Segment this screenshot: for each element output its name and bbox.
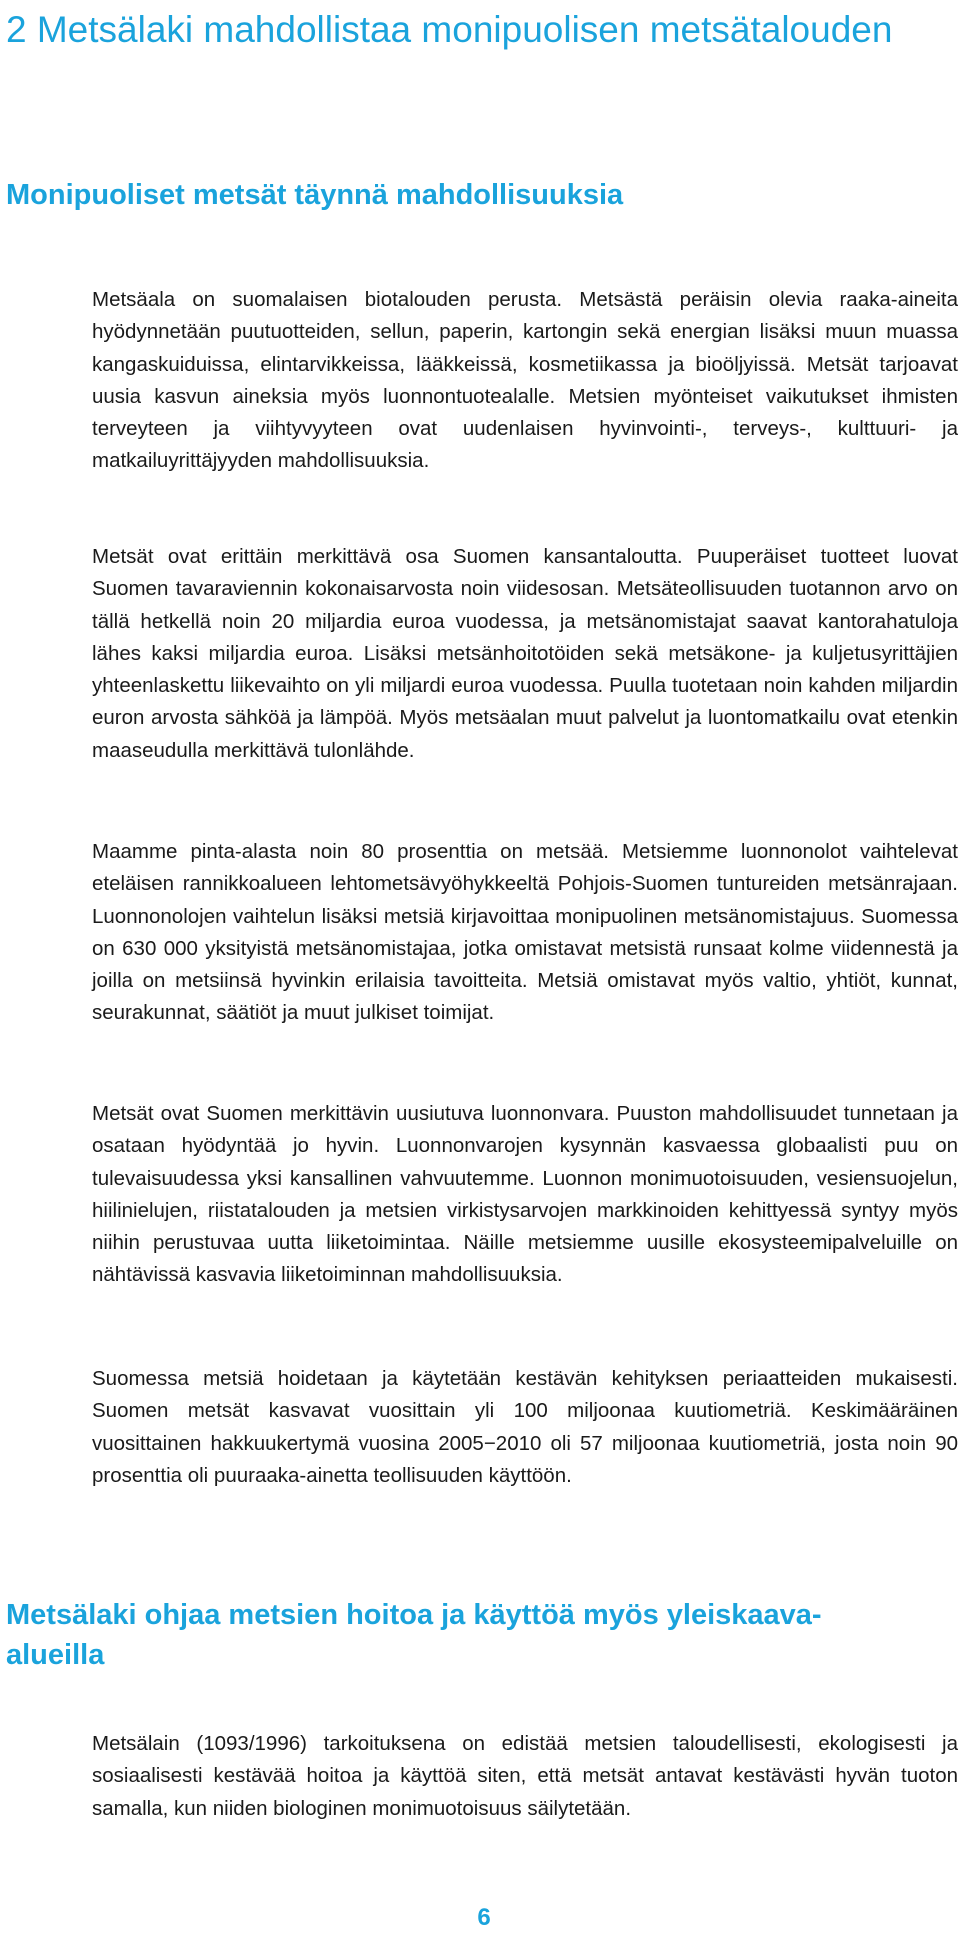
paragraph-metsaomistajuus: Maamme pinta-alasta noin 80 prosenttia on metsää. Metsiemme luonnonolot vaihtelevat eteläisen rannikkoalueen lehtometsävyöhykkeeltä Pohjois-Suomen tuntureiden metsänrajaan. Luonnonolojen vaihtelun lisäksi metsiä kirjavoittaa monipuolinen metsänomistajuus. Suomessa on 630 000 yksityistä metsänomistajaa, jotka omistavat metsistä runsaat kolme viidennestä ja joilla on metsiinsä hyvinkin erilaisia tavoitteita. Metsiä omistavat myös valtio, yhtiöt, kunnat, seurakunnat, säätiöt ja muut julkiset toimijat.	[92, 840, 958, 1025]
page-number: 6	[477, 1904, 491, 1931]
paragraph-kansantalous: Metsät ovat erittäin merkittävä osa Suomen kansantaloutta. Puuperäiset tuotteet luovat Suomen tavaraviennin kokonaisarvosta noin viidesosan. Metsäteollisuuden tuotannon arvo on tällä hetkellä noin 20 miljardia euroa vuodessa, ja metsänomistajat saavat kantorahatuloja lähes kaksi miljardia euroa. Lisäksi metsänhoitotöiden sekä metsäkone- ja kuljetusyrittäjien yhteenlaskettu liikevaihto on yli miljardi euroa vuodessa. Puulla tuotetaan noin kahden miljardin euron arvosta sähköä ja lämpöä. Myös metsäalan muut palvelut ja luontomatkailu ovat etenkin maaseudulla merkittävä tulonlähde.	[92, 545, 958, 762]
chapter-title: 2 Metsälaki mahdollistaa monipuolisen metsätalouden	[6, 9, 893, 50]
paragraph-biotalous: Metsäala on suomalaisen biotalouden perusta. Metsästä peräisin olevia raaka-aineita hyödynnetään puutuotteiden, sellun, paperin, kartongin sekä energian lisäksi muun muassa kangaskuiduissa, elintarvikkeissa, lääkkeissä, kosmetiikassa ja bioöljyissä. Metsät tarjoavat uusia kasvun aineksia myös luonnontuotealalle. Metsien myönteiset vaikutukset ihmisten terveyteen ja viihtyvyyteen ovat uudenlaisen hyvinvointi-, terveys-, kulttuuri- ja matkailuyrittäjyyden mahdollisuuksia.	[92, 288, 958, 473]
paragraph-luonnonvara: Metsät ovat Suomen merkittävin uusiutuva luonnonvara. Puuston mahdollisuudet tunnetaan ja osataan hyödyntää jo hyvin. Luonnonvarojen kysynnän kasvaessa globaalisti puu on tulevaisuudessa yksi kansallinen vahvuutemme. Luonnon monimuotoisuuden, vesiensuojelun, hiilinielujen, riistatalouden ja metsien virkistysarvojen markkinoiden kehittyessä syntyy myös niihin perustuvaa uutta liiketoimintaa. Näille metsiemme uusille ekosysteemipalveluille on nähtävissä kasvavia liiketoiminnan mahdollisuuksia.	[92, 1102, 958, 1287]
section-heading-monipuoliset-metsat: Monipuoliset metsät täynnä mahdollisuuksia	[6, 179, 624, 211]
section-heading-metsalaki: Metsälaki ohjaa metsien hoitoa ja käyttöä myös yleiskaava-alueilla	[6, 1599, 822, 1671]
paragraph-metsalaki-tarkoitus: Metsälain (1093/1996) tarkoituksena on edistää metsien taloudellisesti, ekologisesti ja sosiaalisesti kestävää hoitoa ja käyttöä siten, että metsät antavat kestävästi hyvän tuoton samalla, kun niiden biologinen monimuotoisuus säilytetään.	[92, 1732, 958, 1820]
paragraph-kestava-kaytto: Suomessa metsiä hoidetaan ja käytetään kestävän kehityksen periaatteiden mukaisesti. Suomen metsät kasvavat vuosittain yli 100 miljoonaa kuutiometriä. Keskimääräinen vuosittainen hakkuukertymä vuosina 2005−2010 oli 57 miljoonaa kuutiometriä, josta noin 90 prosenttia oli puuraaka-ainetta teollisuuden käyttöön.	[92, 1367, 958, 1487]
